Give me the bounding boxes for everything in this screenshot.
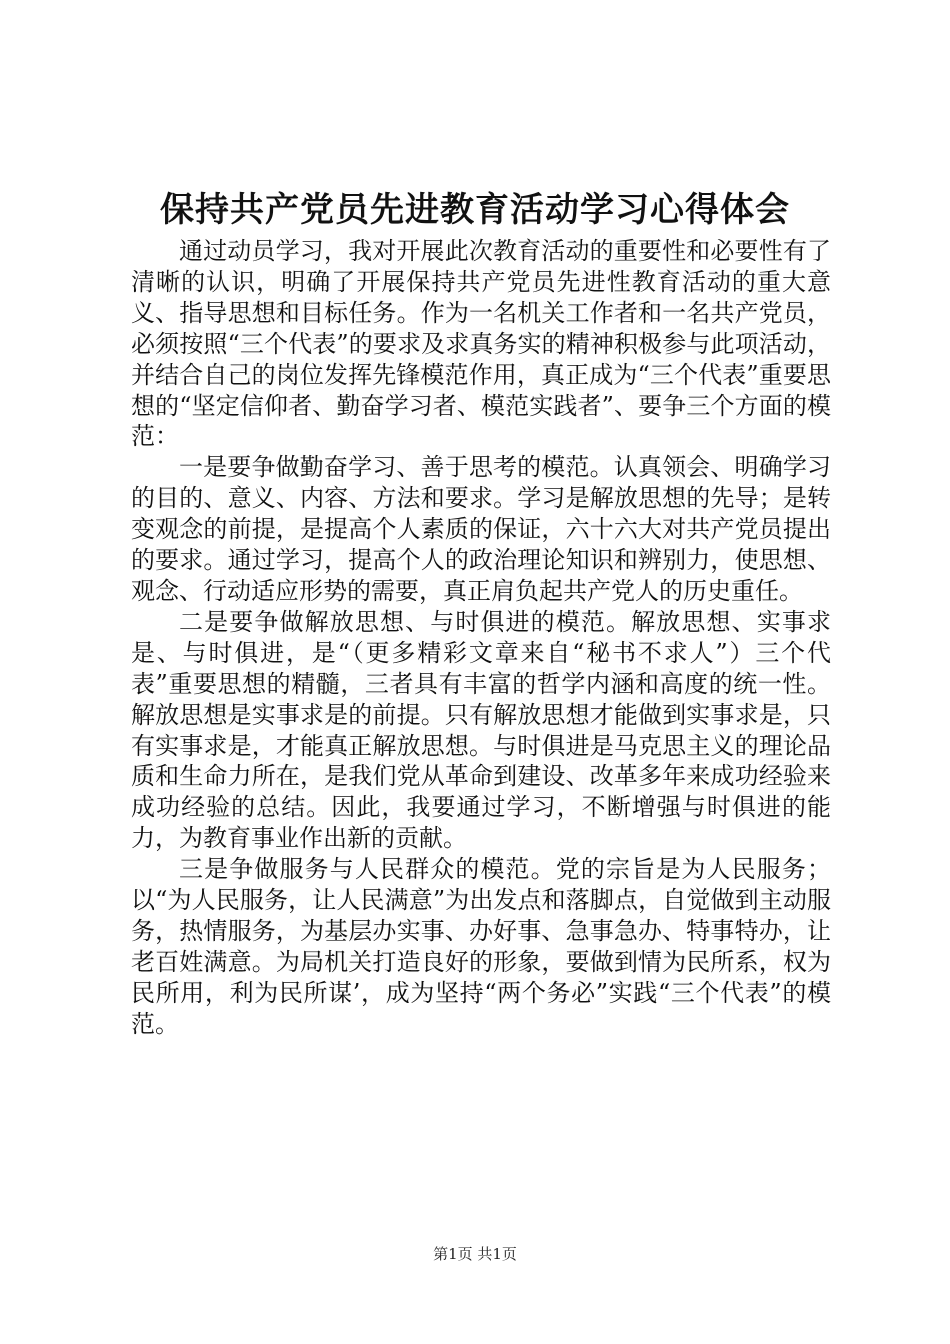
document-title: 保持共产党员先进教育活动学习心得体会 xyxy=(160,190,790,230)
paragraph-point-one: 一是要争做勤奋学习、善于思考的模范。认真领会、明确学习的目的、意义、内容、方法和要求。学习是解放思想的先导；是转变观念的前提，是提高个人素质的保证，六十六大对共产党员提出的要求。通过学习，提高个人的政治理论知识和辨别力，使思想、观念、行动适应形势的需要，真正肩负起共产党人的历史重任。 xyxy=(131,453,831,605)
paragraph-intro: 通过动员学习，我对开展此次教育活动的重要性和必要性有了清晰的认识，明确了开展保持共产党员先进性教育活动的重大意义、指导思想和目标任务。作为一名机关工作者和一名共产党员，必须按照“三个代表”的要求及求真务实的精神积极参与此项活动，并结合自己的岗位发挥先锋模范作用，真正成为“三个代表”重要思想的“坚定信仰者、勤奋学习者、模范实践者”、要争三个方面的模范： xyxy=(131,237,831,451)
page-number-footer: 第1页 共1页 xyxy=(433,1245,517,1263)
paragraph-point-two: 二是要争做解放思想、与时俱进的模范。解放思想、实事求是、与时俱进，是“（更多精彩文章来自“秘书不求人”）三个代表”重要思想的精髓，三者具有丰富的哲学内涵和高度的统一性。解放思想是实事求是的前提。只有解放思想才能做到实事求是，只有实事求是，才能真正解放思想。与时俱进是马克思主义的理论品质和生命力所在，是我们党从革命到建设、改革多年来成功经验来成功经验的总结。因此，我要通过学习，不断增强与时俱进的能力，为教育事业作出新的贡献。 xyxy=(131,607,831,853)
paragraph-point-three: 三是争做服务与人民群众的模范。党的宗旨是为人民服务；以“为人民服务，让人民满意”为出发点和落脚点，自觉做到主动服务，热情服务，为基层办实事、办好事、急事急办、特事特办，让老百姓满意。为局机关打造良好的形象，要做到情为民所系，权为民所用，利为民所谋’，成为坚持“两个务必”实践“三个代表”的模范。 xyxy=(131,855,831,1038)
document-body xyxy=(131,236,831,1040)
